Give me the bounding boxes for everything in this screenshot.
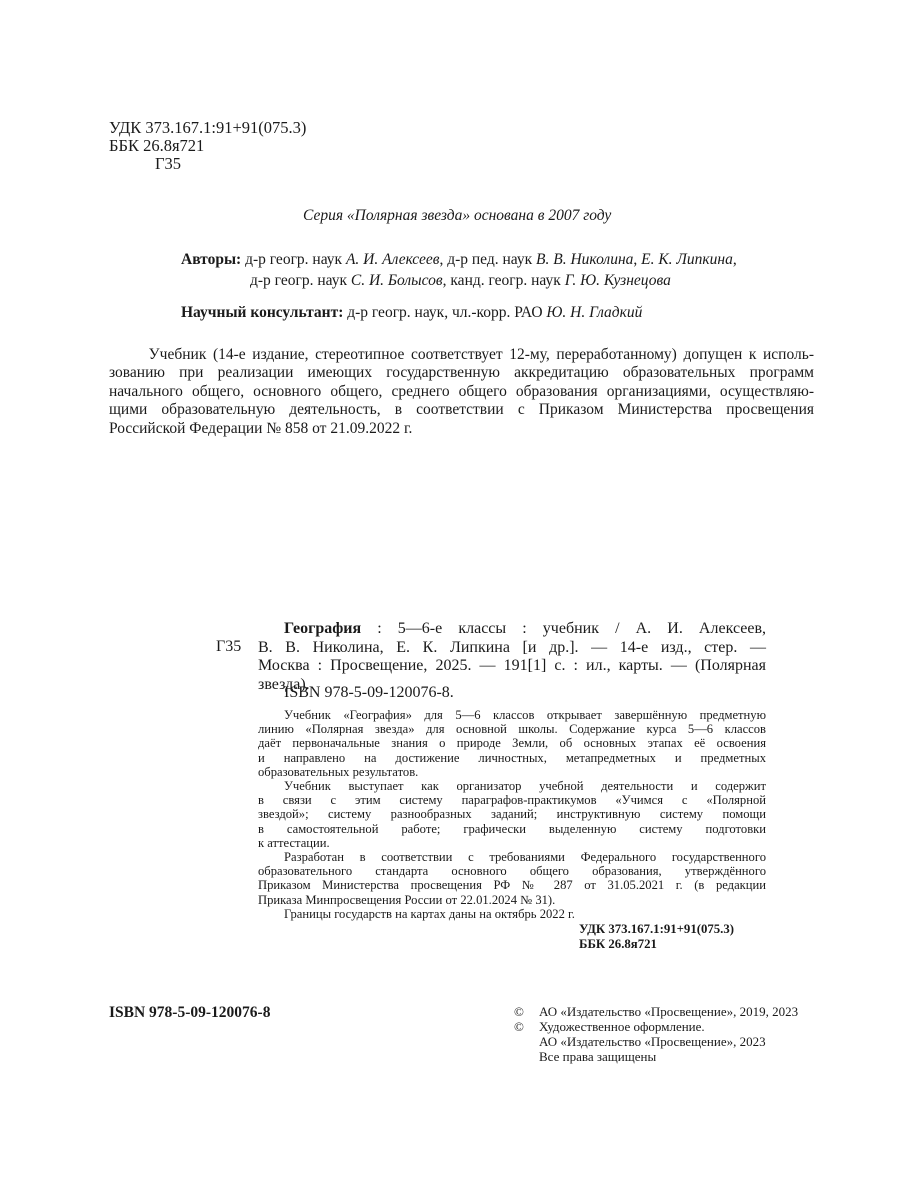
approval-line: Российской Федерации № 858 от 21.09.2022 г. [109,419,413,437]
copyright-line-2: Художественное оформление. [539,1019,705,1034]
copyright-symbol: © [514,1019,524,1034]
author-degree: , д-р пед. наук [439,251,537,268]
annotation-line: Разработан в соответствии с требованиями Федерального государственного [284,850,766,865]
approval-line: начального общего, основного общего, среднего общего образования организациями, осуществляю- [109,382,814,400]
annotation-line: в связи с этим систему параграфов-практикумов «Учимся с «Полярной [258,793,766,808]
card-author-mark: Г35 [216,638,242,655]
approval-paragraph [109,346,814,438]
authors-label: Авторы: [181,251,242,268]
annotation-line: даёт первоначальные знания о природе Земли, об основных этапах её освоения [258,736,766,751]
authors-list-1 [241,251,736,268]
consultant-title: д-р геогр. наук, чл.-корр. РАО [343,304,547,321]
annotation-line: звездой»; систему разнообразных заданий; инструктивную систему помощи [258,807,766,822]
author-mark: Г35 [155,154,182,173]
copyright-line-1: АО «Издательство «Просвещение», 2019, 2023 [539,1004,799,1019]
author-degree: д-р геогр. наук [250,272,351,289]
annotation-line: к аттестации. [258,835,330,850]
annotation-line: и направлено на достижение личностных, метапредметных и предметных [258,750,766,765]
annotation-line: Учебник выступает как организатор учебной деятельности и содержит [284,779,766,794]
bibliographic-record [258,620,766,694]
author-degree: , канд. геогр. наук [442,272,565,289]
annotation-line: образовательного стандарта основного общего образования, утверждённого [258,864,766,879]
isbn-bottom: ISBN 978-5-09-120076-8 [109,1004,271,1021]
author-name: А. И. Алексеев [345,251,440,268]
author-name: Е. К. Липкина [641,251,733,268]
consultant-name: Ю. Н. Гладкий [546,304,643,321]
series-note: Серия «Полярная звезда» основана в 2007 году [303,207,612,224]
record-line-1 [258,620,766,639]
author-name: Г. Ю. Кузнецова [564,272,671,289]
copyright-symbol: © [514,1004,524,1019]
classification-codes [109,119,306,173]
udk-code: УДК 373.167.1:91+91(075.3) [109,118,307,137]
annotation-line: Границы государств на картах даны на октябрь 2022 г. [284,906,575,921]
annotation-line: образовательных результатов. [258,764,419,779]
author-name: С. И. Болысов [350,272,443,289]
approval-line: Учебник (14-е издание, стереотипное соответствует 12-му, переработанному) допущен к исполь- [109,346,814,363]
author-degree: , [732,251,737,268]
copyright-line-4: Все права защищены [539,1049,657,1064]
book-title: География [284,620,362,637]
bbk-code: ББК 26.8я721 [109,136,205,155]
record-line-2: В. В. Николина, Е. К. Липкина [и др.]. — 14-е изд., стер. — [258,638,766,656]
consultant-block [181,304,642,322]
record-line-4: звезда). [258,675,310,693]
card-classification [579,922,734,951]
annotation-line: в самостоятельной работе; графически выделенную систему подготовки [258,821,766,836]
author-degree: , [633,251,642,268]
copyright-block [514,1004,798,1064]
record-line-1-rest: : 5—6-е классы : учебник / А. И. Алексеев, [361,620,766,637]
authors-block [181,249,737,291]
record-isbn: ISBN 978-5-09-120076-8. [284,684,454,701]
card-udk: УДК 373.167.1:91+91(075.3) [579,922,735,936]
copyright-line-3: АО «Издательство «Просвещение», 2023 [539,1034,766,1049]
author-name: В. В. Николина [536,251,634,268]
annotation-line: Учебник «География» для 5—6 классов открывает завершённую предметную [284,708,766,722]
consultant-label: Научный консультант: [181,304,344,321]
annotation-line: Приказа Минпросвещения России от 22.01.2024 № 31). [258,892,556,907]
record-line-3: Москва : Просвещение, 2025. — 191[1] с. : ил., карты. — (Полярная [258,657,766,674]
approval-line: щими образовательную деятельность, в соответствии с Приказом Министерства просвещения [109,401,814,419]
annotation-line: Приказом Министерства просвещения РФ № 287 от 31.05.2021 г. (в редакции [258,878,766,893]
annotation [258,708,766,921]
authors-line-1 [181,249,737,270]
author-degree: д-р геогр. наук [241,251,346,268]
approval-line: зованию при реализации имеющих государственную аккредитацию образовательных программ [109,364,814,382]
authors-line-2 [181,270,737,291]
annotation-line: линию «Полярная звезда» для основной школы. Содержание курса 5—6 классов [258,722,766,737]
card-bbk: ББК 26.8я721 [579,936,657,951]
